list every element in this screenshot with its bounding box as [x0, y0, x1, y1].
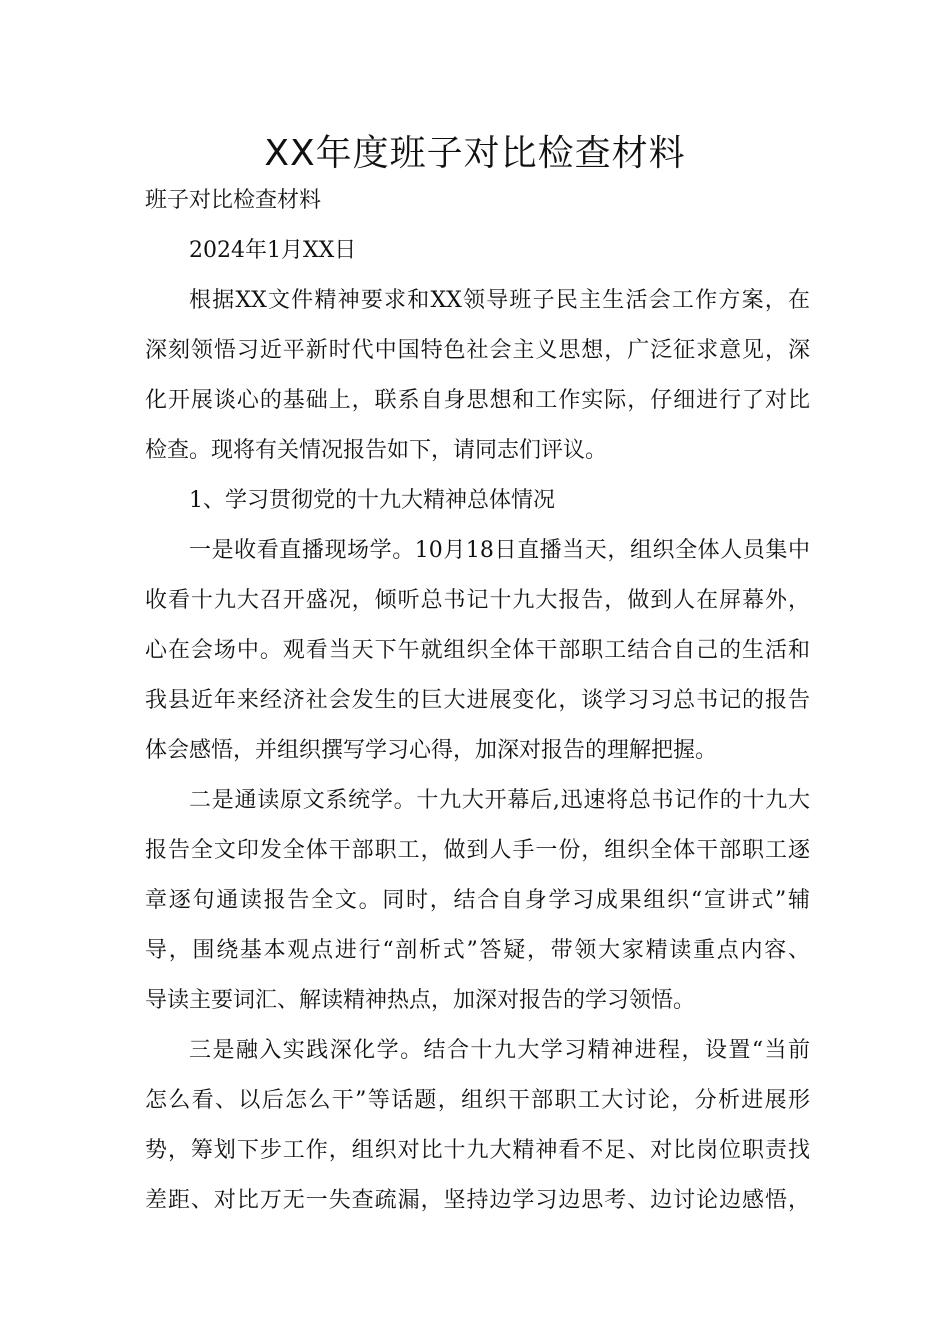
- body-line: 三是融入实践深化学。结合十九大学习精神进程，设置“当前: [189, 1038, 810, 1063]
- document-date: 2024年1月XX日: [189, 238, 357, 263]
- body-line: 深刻领悟习近平新时代中国特色社会主义思想，广泛征求意见，深: [145, 338, 810, 363]
- body-line: 二是通读原文系统学。十九大开幕后,迅速将总书记作的十九大: [189, 788, 810, 813]
- body-line: 我县近年来经济社会发生的巨大进展变化，谈学习习总书记的报告: [145, 688, 810, 713]
- section-heading: 1、学习贯彻党的十九大精神总体情况: [189, 488, 555, 513]
- body-line: 怎么看、以后怎么干”等话题，组织干部职工大讨论，分析进展形: [145, 1088, 810, 1113]
- document-title: XX年度班子对比检查材料: [264, 133, 686, 174]
- document-subtitle: 班子对比检查材料: [145, 188, 322, 213]
- body-line: 导，围绕基本观点进行“剖析式”答疑，带领大家精读重点内容、: [145, 938, 810, 963]
- body-line: 势，筹划下步工作，组织对比十九大精神看不足、对比岗位职责找: [145, 1138, 810, 1163]
- body-line: 章逐句通读报告全文。同时，结合自身学习成果组织“宣讲式”辅: [145, 888, 810, 913]
- body-line: 体会感悟，并组织撰写学习心得，加深对报告的理解把握。: [145, 738, 718, 763]
- body-line: 检查。现将有关情况报告如下，请同志们评议。: [145, 438, 608, 463]
- body-line: 一是收看直播现场学。10月18日直播当天，组织全体人员集中: [189, 538, 810, 563]
- body-line: 根据XX文件精神要求和XX领导班子民主生活会工作方案，在: [189, 288, 810, 313]
- body-line: 心在会场中。观看当天下午就组织全体干部职工结合自己的生活和: [145, 638, 810, 663]
- body-line: 化开展谈心的基础上，联系自身思想和工作实际，仔细进行了对比: [145, 388, 810, 413]
- body-line: 收看十九大召开盛况，倾听总书记十九大报告，做到人在屏幕外，: [145, 588, 810, 613]
- body-line: 导读主要词汇、解读精神热点，加深对报告的学习领悟。: [145, 988, 696, 1013]
- body-line: 报告全文印发全体干部职工，做到人手一份，组织全体干部职工逐: [145, 838, 810, 863]
- body-line: 差距、对比万无一失查疏漏，坚持边学习边思考、边讨论边感悟，: [145, 1188, 810, 1213]
